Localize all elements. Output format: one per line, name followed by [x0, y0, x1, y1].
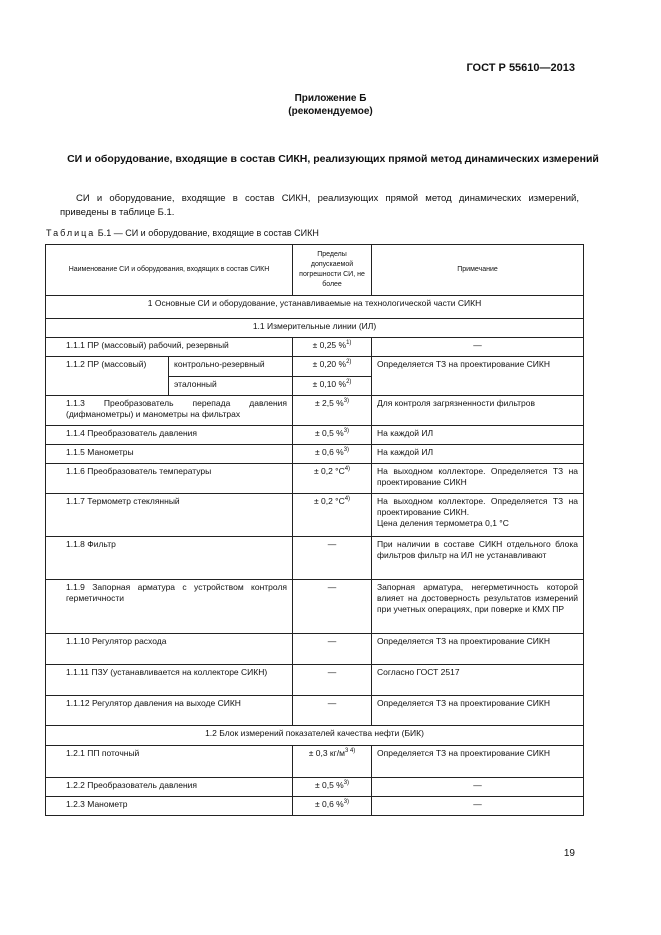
item-note: На выходном коллекторе. Определяется ТЗ на проектирование СИКН. Цена деления термометра 0,1 °С: [372, 494, 584, 537]
item-note: Определяется ТЗ на проектирование СИКН: [372, 357, 584, 396]
table-header-row: [46, 245, 584, 296]
item-limit: —: [293, 696, 372, 726]
table-row: [46, 357, 584, 377]
header-name: Наименование СИ и оборудования, входящих в состав СИКН: [46, 245, 293, 296]
item-note: Запорная арматура, негерметичность которой влияет на достоверность результатов измерений при учетных операциях, при поверке и КМХ ПР: [372, 580, 584, 634]
section-1-2-title: 1.2 Блок измерений показателей качества нефти (БИК): [46, 726, 584, 746]
item-subtype: эталонный: [169, 377, 293, 396]
table-caption-prefix: Таблица: [46, 228, 96, 238]
item-limit: ± 0,3 $кг/м^{3 4)}$: [293, 746, 372, 778]
item-note: Определяется ТЗ на проектирование СИКН: [372, 696, 584, 726]
section-1-title: 1 Основные СИ и оборудование, устанавливаемые на технологической части СИКН: [46, 296, 584, 319]
item-name: 1.1.8 Фильтр: [46, 537, 293, 580]
item-name: 1.1.5 Манометры: [46, 445, 293, 464]
table-row: [46, 396, 584, 426]
item-limit: —: [293, 634, 372, 665]
table-row: [46, 634, 584, 665]
section-title: СИ и оборудование, входящие в состав СИКН, реализующих прямой метод динамических измерений: [67, 153, 599, 165]
document-standard-number: ГОСТ Р 55610—2013: [466, 62, 575, 74]
table-row: [46, 665, 584, 696]
header-note: Примечание: [372, 245, 584, 296]
table-caption-text: Б.1 — СИ и оборудование, входящие в состав СИКН: [95, 228, 319, 238]
item-limit: ± 0,10 %$^{2)}$: [293, 377, 372, 396]
item-limit: —: [293, 665, 372, 696]
item-limit: ± 2,5 %$^{3)}$: [293, 396, 372, 426]
table-row: [46, 797, 584, 816]
header-limits: Пределы допускаемой погрешности СИ, не более: [293, 245, 372, 296]
item-note: —: [372, 797, 584, 816]
table-row: [46, 426, 584, 445]
table-row: [46, 580, 584, 634]
item-note: Определяется ТЗ на проектирование СИКН: [372, 634, 584, 665]
item-name: 1.1.12 Регулятор давления на выходе СИКН: [46, 696, 293, 726]
item-name: 1.1.2 ПР (массовый): [46, 357, 169, 396]
item-name: 1.2.2 Преобразователь давления: [46, 778, 293, 797]
item-limit: ± 0,6 %$^{3)}$: [293, 797, 372, 816]
table-row: [46, 537, 584, 580]
item-limit: ± 0,25 %$^{1)}$: [293, 338, 372, 357]
item-name: 1.1.9 Запорная арматура с устройством контроля герметичности: [46, 580, 293, 634]
item-name: 1.1.3 Преобразователь перепада давления (дифманометры) и манометры на фильтрах: [46, 396, 293, 426]
item-name: 1.1.11 ПЗУ (устанавливается на коллекторе СИКН): [46, 665, 293, 696]
table-row: [46, 494, 584, 537]
item-note: На выходном коллекторе. Определяется ТЗ на проектирование СИКН: [372, 464, 584, 494]
item-name: 1.2.1 ПП поточный: [46, 746, 293, 778]
item-note: При наличии в составе СИКН отдельного блока фильтров фильтр на ИЛ не устанавливают: [372, 537, 584, 580]
item-note: Согласно ГОСТ 2517: [372, 665, 584, 696]
item-note: —: [372, 778, 584, 797]
item-limit: ± 0,2 $^\circ С^{4)}$: [293, 494, 372, 537]
section-1-1-title: 1.1 Измерительные линии (ИЛ): [46, 319, 584, 338]
item-note: На каждой ИЛ: [372, 426, 584, 445]
item-name: 1.1.1 ПР (массовый) рабочий, резервный: [46, 338, 293, 357]
item-limit: ± 0,2 $^\circ С^{4)}$: [293, 464, 372, 494]
item-name: 1.1.6 Преобразователь температуры: [46, 464, 293, 494]
item-note: —: [372, 338, 584, 357]
table-row: [46, 338, 584, 357]
item-limit: ± 0,5 %$^{3)}$: [293, 778, 372, 797]
table-row: [46, 696, 584, 726]
item-name: 1.1.4 Преобразователь давления: [46, 426, 293, 445]
table-section-row: [46, 296, 584, 319]
table-row: [46, 746, 584, 778]
table-section-row: [46, 726, 584, 746]
item-subtype: контрольно-резервный: [169, 357, 293, 377]
appendix-subtitle: (рекомендуемое): [288, 106, 373, 117]
item-limit: ± 0,20 %$^{2)}$: [293, 357, 372, 377]
table-section-row: [46, 319, 584, 338]
table-row: [46, 445, 584, 464]
page-number: 19: [563, 848, 575, 859]
item-limit: ± 0,6 %$^{3)}$: [293, 445, 372, 464]
table-row: [46, 464, 584, 494]
appendix-heading: [0, 92, 661, 118]
item-note: Определяется ТЗ на проектирование СИКН: [372, 746, 584, 778]
appendix-title: Приложение Б: [294, 93, 367, 104]
item-note: Для контроля загрязненности фильтров: [372, 396, 584, 426]
table-caption: [46, 228, 319, 238]
item-limit: —: [293, 580, 372, 634]
item-limit: —: [293, 537, 372, 580]
table-row: [46, 778, 584, 797]
section-intro: СИ и оборудование, входящие в состав СИКН, реализующих прямой метод динамических измерений, приведены в таблице Б.1.: [60, 193, 579, 218]
item-name: 1.2.3 Манометр: [46, 797, 293, 816]
item-name: 1.1.10 Регулятор расхода: [46, 634, 293, 665]
item-note: На каждой ИЛ: [372, 445, 584, 464]
equipment-table: [45, 244, 584, 816]
item-limit: ± 0,5 %$^{3)}$: [293, 426, 372, 445]
item-name: 1.1.7 Термометр стеклянный: [46, 494, 293, 537]
